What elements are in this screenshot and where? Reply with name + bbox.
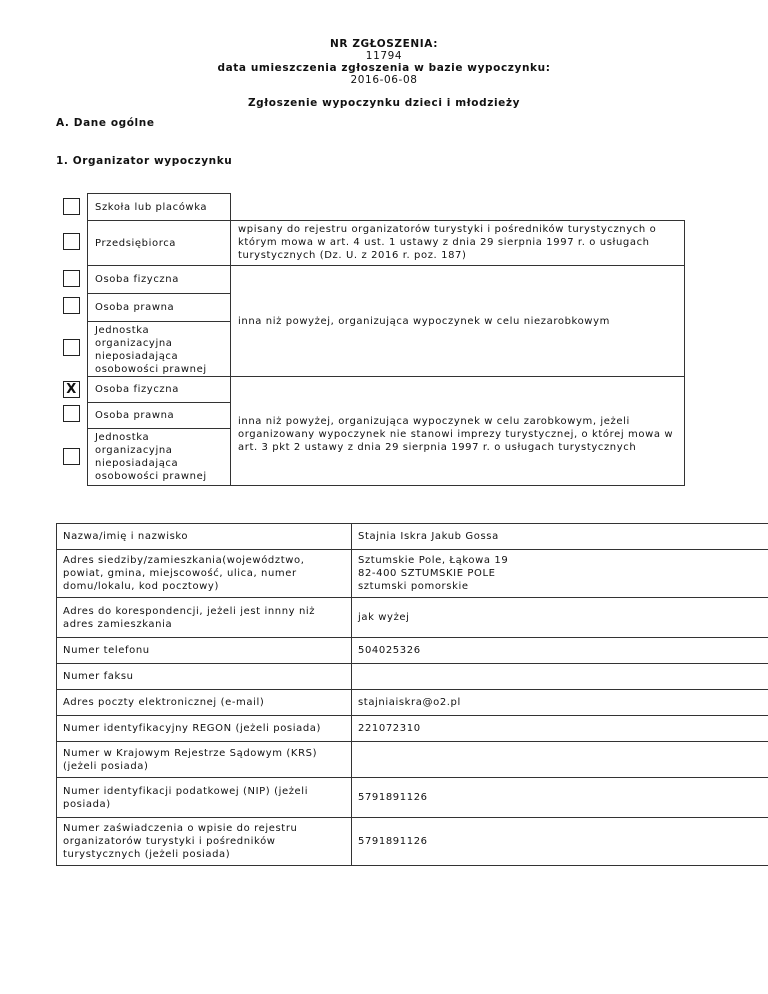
option-label-school: Szkoła lub placówka — [95, 202, 208, 213]
field-value: 5791891126 — [352, 778, 768, 818]
table-row — [57, 524, 768, 550]
option-label-natural-person: Osoba fizyczna — [95, 384, 179, 395]
section-1-heading: 1. Organizator wypoczynku — [56, 155, 233, 167]
field-value: stajniaiskra@o2.pl — [352, 690, 768, 716]
field-value: jak wyżej — [352, 598, 768, 638]
checkbox-natural-person-nonprofit[interactable] — [63, 270, 80, 287]
section-a-heading: A. Dane ogólne — [56, 117, 155, 129]
table-row — [57, 638, 768, 664]
field-value — [352, 742, 768, 778]
option-label-organizational-unit: Jednostka organizacyjna nieposiadająca osobowości prawnej — [95, 325, 207, 375]
report-number-label: NR ZGŁOSZENIA: — [329, 38, 439, 50]
option-label-natural-person: Osoba fizyczna — [95, 274, 179, 285]
description-entrepreneur: wpisany do rejestru organizatorów turystyki i pośredników turystycznych o którym mowa w art. 4 ust. 1 ustawy z dnia 29 sierpnia 1997 r. o usługach turystycznych (Dz. U. z 2016 r. poz. 187) — [238, 224, 657, 261]
field-label: Numer telefonu — [57, 638, 352, 664]
field-label: Numer faksu — [57, 664, 352, 690]
table-row — [57, 690, 768, 716]
field-label: Adres siedziby/zamieszkania(województwo, powiat, gmina, miejscowość, ulica, numer domu/lokalu, kod pocztowy) — [57, 550, 352, 598]
page-title: Zgłoszenie wypoczynku dzieci i młodzieży — [247, 97, 521, 109]
table-row — [57, 818, 768, 866]
field-value: 504025326 — [352, 638, 768, 664]
table-row — [57, 778, 768, 818]
field-value: 221072310 — [352, 716, 768, 742]
field-label: Numer identyfikacji podatkowej (NIP) (jeżeli posiada) — [57, 778, 352, 818]
option-label-entrepreneur: Przedsiębiorca — [95, 238, 177, 249]
field-value: Sztumskie Pole, Łąkowa 19 82-400 SZTUMSKIE POLE sztumski pomorskie — [352, 550, 768, 598]
table-row — [57, 742, 768, 778]
table-row — [57, 664, 768, 690]
description-non-profit: inna niż powyżej, organizująca wypoczynek w celu niezarobkowym — [238, 316, 610, 327]
description-for-profit: inna niż powyżej, organizująca wypoczynek w celu zarobkowym, jeżeli organizowany wypoczynek nie stanowi imprezy turystycznej, o której mowa w art. 3 pkt 2 ustawy z dnia 29 sierpnia 1997 r. o usługach turystycznych — [238, 416, 674, 453]
option-label-legal-person: Osoba prawna — [95, 410, 175, 421]
field-value: 5791891126 — [352, 818, 768, 866]
field-label: Numer zaświadczenia o wpisie do rejestru organizatorów turystyki i pośredników turystycznych (jeżeli posiada) — [57, 818, 352, 866]
date-value: 2016-06-08 — [350, 74, 418, 86]
checkbox-unit-nonprofit[interactable] — [63, 339, 80, 356]
checkbox-legal-person-nonprofit[interactable] — [63, 297, 80, 314]
organizer-details-table — [56, 523, 768, 866]
field-label: Nazwa/imię i nazwisko — [57, 524, 352, 550]
table-row — [57, 716, 768, 742]
option-label-legal-person: Osoba prawna — [95, 302, 175, 313]
table-row — [57, 598, 768, 638]
field-label: Adres poczty elektronicznej (e-mail) — [57, 690, 352, 716]
table-row — [57, 550, 768, 598]
checkbox-natural-person-profit[interactable]: X — [63, 381, 80, 398]
checkbox-school[interactable] — [63, 198, 80, 215]
date-label: data umieszczenia zgłoszenia w bazie wypoczynku: — [217, 62, 551, 74]
report-number-value: 11794 — [365, 50, 403, 62]
option-label-organizational-unit: Jednostka organizacyjna nieposiadająca osobowości prawnej — [95, 432, 207, 482]
field-label: Numer identyfikacyjny REGON (jeżeli posiada) — [57, 716, 352, 742]
checkbox-legal-person-profit[interactable] — [63, 405, 80, 422]
field-value: Stajnia Iskra Jakub Gossa — [352, 524, 768, 550]
field-label: Adres do korespondencji, jeżeli jest innny niż adres zamieszkania — [57, 598, 352, 638]
checkbox-entrepreneur[interactable] — [63, 233, 80, 250]
field-label: Numer w Krajowym Rejestrze Sądowym (KRS) (jeżeli posiada) — [57, 742, 352, 778]
checkbox-unit-profit[interactable] — [63, 448, 80, 465]
field-value — [352, 664, 768, 690]
